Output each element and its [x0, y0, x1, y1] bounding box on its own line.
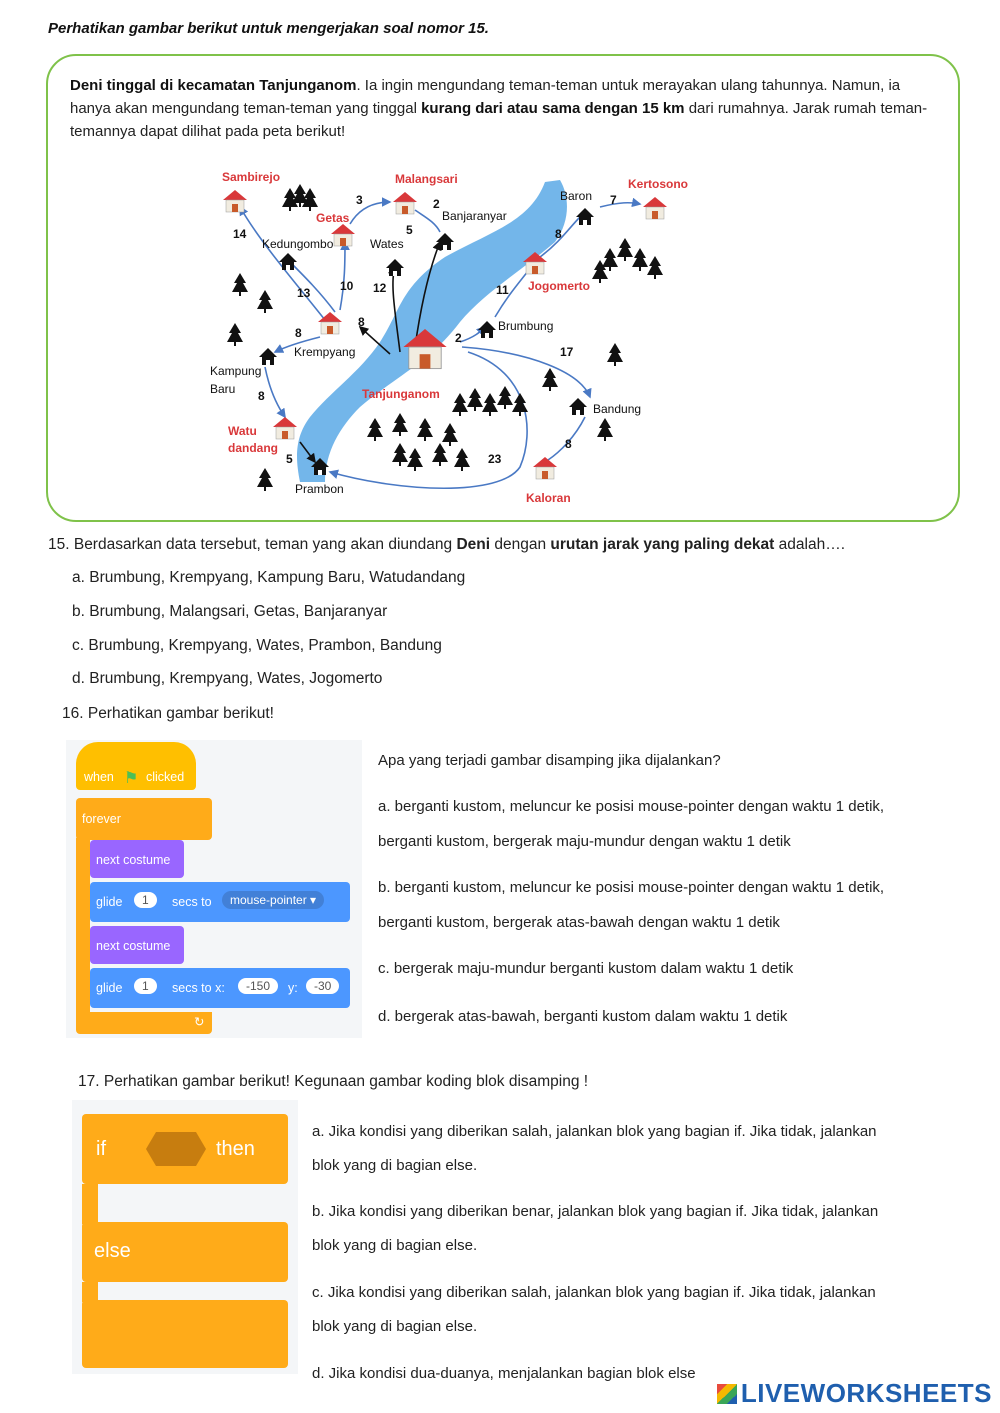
- if-label: if: [96, 1138, 106, 1160]
- label-tanjunganom: Tanjunganom: [362, 387, 440, 401]
- q16-option-a-line2: berganti kustom, bergerak maju-mundur dengan waktu 1 detik: [378, 833, 791, 850]
- q15-option-c[interactable]: c. Brumbung, Krempyang, Wates, Prambon, Bandung: [72, 637, 442, 654]
- story-bold-2: kurang dari atau sama dengan 15 km: [421, 100, 685, 117]
- q15-post: adalah….: [774, 536, 846, 553]
- label-banjaranyar: Banjaranyar: [442, 209, 507, 223]
- q15-bold-2: urutan jarak yang paling dekat: [550, 536, 775, 553]
- glide-to-xy-block: [90, 968, 350, 1008]
- map-figure: [200, 162, 700, 512]
- label-wates: Wates: [370, 237, 404, 251]
- label-baron: Baron: [560, 189, 593, 203]
- next-costume-label-1: next costume: [96, 853, 171, 867]
- label-jogomerto: Jogomerto: [528, 279, 591, 293]
- q15-option-d[interactable]: d. Brumbung, Krempyang, Wates, Jogomerto: [72, 670, 383, 687]
- q16-option-b[interactable]: [378, 877, 978, 934]
- when-label: when: [84, 770, 114, 784]
- dist-14: 14: [233, 227, 247, 241]
- green-flag-icon: ⚑: [124, 770, 139, 787]
- q17-option-a-line1: a. Jika kondisi yang diberikan salah, jalankan blok yang bagian if. Jika tidak, jalankan: [312, 1123, 877, 1140]
- q16-option-c[interactable]: c. bergerak maju-mundur berganti kustom dalam waktu 1 detik: [378, 960, 794, 977]
- next-costume-block-2: [90, 926, 184, 964]
- label-getas: Getas: [316, 211, 350, 225]
- dist-3: 3: [356, 193, 363, 207]
- clicked-label: clicked: [146, 770, 185, 784]
- story-text-1: . Ia ingin mengundang teman-teman untuk merayakan ulang tahunnya. Namun, ia hanya akan mengundang teman-teman yang tinggal: [70, 77, 901, 117]
- q15-pre: 15. Berdasarkan data tersebut, teman yang akan diundang: [48, 536, 457, 553]
- q16-question: Apa yang terjadi gambar disamping jika dijalankan?: [378, 752, 721, 769]
- dist-5a: 5: [406, 223, 413, 237]
- condition-slot-icon[interactable]: [144, 1130, 208, 1168]
- x-input[interactable]: -150: [238, 978, 278, 994]
- then-label: then: [216, 1138, 255, 1160]
- loop-arrow-icon: ↻: [194, 1015, 205, 1029]
- q17-option-c-line1: c. Jika kondisi yang diberikan salah, jalankan blok yang bagian if. Jika tidak, jalankan: [312, 1284, 876, 1301]
- q15-bold-1: Deni: [456, 536, 491, 553]
- forever-foot: [76, 1012, 212, 1034]
- label-sambirejo: Sambirejo: [222, 170, 281, 184]
- dist-13: 13: [297, 286, 311, 300]
- dist-8e: 8: [565, 437, 572, 451]
- q17-option-c-line2: blok yang di bagian else.: [312, 1318, 478, 1335]
- dist-8c: 8: [358, 315, 365, 329]
- q16-option-a[interactable]: [378, 796, 978, 853]
- q16-option-b-line1: b. berganti kustom, meluncur ke posisi mouse-pointer dengan waktu 1 detik,: [378, 879, 885, 896]
- q17-option-d[interactable]: d. Jika kondisi dua-duanya, menjalankan bagian blok else: [312, 1365, 696, 1382]
- label-malangsari: Malangsari: [395, 172, 458, 186]
- q15-option-a[interactable]: a. Brumbung, Krempyang, Kampung Baru, Watudandang: [72, 569, 466, 586]
- q17-option-c[interactable]: [312, 1282, 972, 1338]
- logo-icon: [717, 1384, 737, 1404]
- label-dandang: dandang: [228, 441, 278, 455]
- label-watu: Watu: [228, 424, 257, 438]
- target-dropdown[interactable]: mouse-pointer ▾: [222, 891, 324, 909]
- glide-label-2: glide: [96, 981, 123, 995]
- label-brumbung: Brumbung: [498, 319, 554, 333]
- glide-label-1: glide: [96, 895, 123, 909]
- story-text-2: dari rumahnya. Jarak rumah teman-temannya dapat dilihat pada peta berikut!: [70, 100, 928, 140]
- q15-question: [48, 536, 845, 554]
- if-block-bottom: [82, 1300, 288, 1368]
- glide-secs-input-2[interactable]: 1: [134, 978, 157, 994]
- dist-2a: 2: [433, 197, 440, 211]
- label-kedungombo: Kedungombo: [262, 237, 334, 251]
- q16-title: 16. Perhatikan gambar berikut!: [62, 705, 274, 722]
- if-block-top: [82, 1114, 288, 1184]
- label-kaloran: Kaloran: [526, 491, 571, 505]
- dist-23: 23: [488, 452, 502, 466]
- dist-2b: 2: [455, 331, 462, 345]
- forever-block: [76, 798, 212, 840]
- q17-scratch-blocks: [72, 1100, 298, 1374]
- q16-scratch-blocks: [66, 740, 362, 1038]
- y-input[interactable]: -30: [306, 978, 339, 994]
- liveworksheets-logo[interactable]: [717, 1378, 992, 1409]
- label-prambon: Prambon: [295, 482, 344, 496]
- story-text: [70, 74, 930, 143]
- q17-option-b-line1: b. Jika kondisi yang diberikan benar, jalankan blok yang bagian if. Jika tidak, jalankan: [312, 1203, 879, 1220]
- if-arm: [82, 1184, 98, 1224]
- dist-8a: 8: [555, 227, 562, 241]
- dist-7: 7: [610, 193, 617, 207]
- next-costume-label-2: next costume: [96, 939, 171, 953]
- dist-10: 10: [340, 279, 354, 293]
- q17-title: 17. Perhatikan gambar berikut! Kegunaan gambar koding blok disamping !: [78, 1073, 589, 1090]
- secs-to-x-label: secs to x:: [172, 981, 225, 995]
- y-label: y:: [288, 981, 298, 995]
- dist-5b: 5: [286, 452, 293, 466]
- q17-option-a[interactable]: [312, 1121, 972, 1177]
- next-costume-block-1: [90, 840, 184, 878]
- else-arm: [82, 1282, 98, 1302]
- label-krempyang: Krempyang: [294, 345, 356, 359]
- q16-option-a-line1: a. berganti kustom, meluncur ke posisi mouse-pointer dengan waktu 1 detik,: [378, 798, 885, 815]
- forever-arm: [76, 838, 90, 1018]
- dist-8d: 8: [258, 389, 265, 403]
- else-label: else: [94, 1240, 131, 1262]
- label-kampung: Kampung: [210, 364, 262, 378]
- dist-8b: 8: [295, 326, 302, 340]
- q16-option-d[interactable]: d. bergerak atas-bawah, berganti kustom dalam waktu 1 detik: [378, 1008, 788, 1025]
- dist-17: 17: [560, 345, 574, 359]
- label-bandung: Bandung: [593, 402, 642, 416]
- q15-option-b[interactable]: b. Brumbung, Malangsari, Getas, Banjaranyar: [72, 603, 388, 620]
- dist-12: 12: [373, 281, 387, 295]
- story-bold-1: Deni tinggal di kecamatan Tanjunganom: [70, 77, 357, 94]
- label-kertosono: Kertosono: [628, 177, 688, 191]
- else-block: [82, 1222, 288, 1282]
- forever-label: forever: [82, 812, 121, 826]
- q17-option-a-line2: blok yang di bagian else.: [312, 1157, 478, 1174]
- intro-text: Perhatikan gambar berikut untuk mengerjakan soal nomor 15.: [48, 20, 489, 37]
- glide-to-target-block: [90, 882, 350, 922]
- q16-option-b-line2: berganti kustom, bergerak atas-bawah dengan waktu 1 detik: [378, 914, 780, 931]
- label-baru: Baru: [210, 382, 236, 396]
- logo-text: LIVEWORKSHEETS: [740, 1378, 992, 1408]
- when-flag-clicked-block: [76, 742, 196, 790]
- secs-to-label: secs to: [172, 895, 212, 909]
- q17-option-b[interactable]: [312, 1201, 972, 1257]
- glide-secs-input-1[interactable]: 1: [134, 892, 157, 908]
- dist-11: 11: [496, 283, 509, 297]
- q15-mid: dengan: [490, 536, 551, 553]
- q17-option-b-line2: blok yang di bagian else.: [312, 1237, 478, 1254]
